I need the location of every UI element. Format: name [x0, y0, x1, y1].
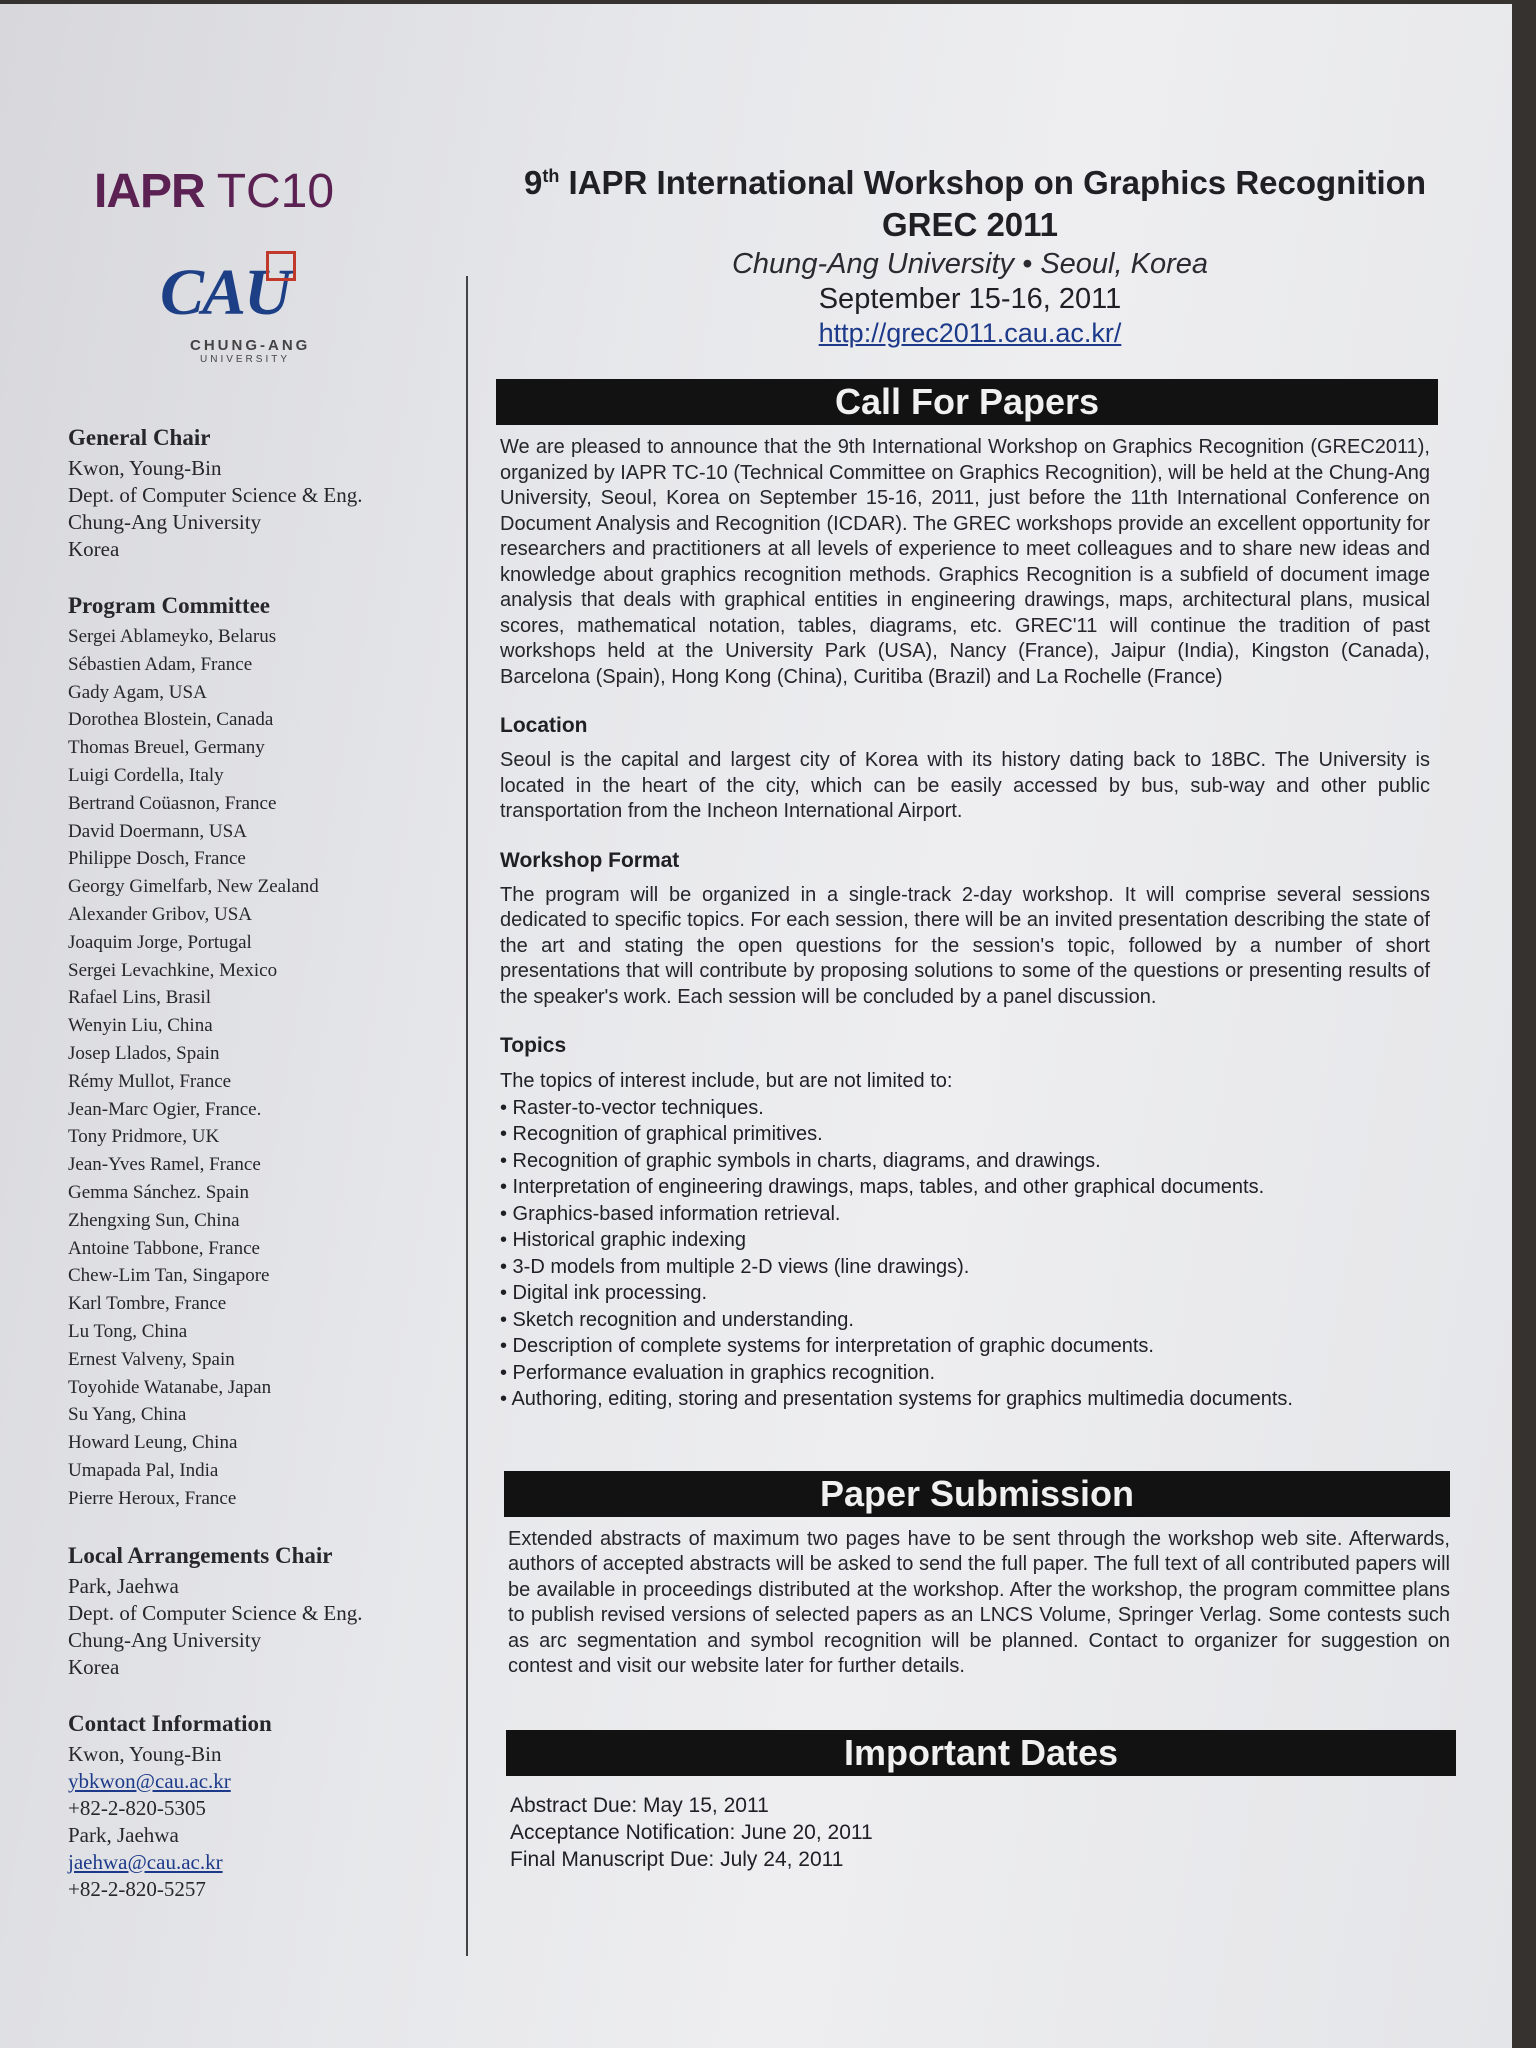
workshop-acronym: GREC 2011	[881, 206, 1059, 243]
committee-member: Su Yang, China	[68, 1404, 187, 1426]
abstract-due: Abstract Due: May 15, 2011	[510, 1793, 769, 1817]
topic-item: • Historical graphic indexing	[500, 1229, 747, 1251]
cau-sub: UNIVERSITY	[200, 354, 291, 365]
important-dates-banner: Important Dates	[506, 1730, 1456, 1776]
program-committee-heading: Program Committee	[68, 593, 271, 618]
title-block	[470, 164, 1470, 349]
topics-list	[500, 1068, 1430, 1413]
acceptance-notification: Acceptance Notification: June 20, 2011	[510, 1820, 873, 1844]
committee-member: Howard Leung, China	[68, 1432, 238, 1454]
committee-member: Gemma Sánchez. Spain	[68, 1181, 249, 1203]
topic-item: • Performance evaluation in graphics recognition.	[500, 1361, 936, 1384]
general-chair-line: Dept. of Computer Science & Eng.	[68, 483, 363, 507]
committee-member: Antoine Tabbone, France	[68, 1237, 260, 1259]
committee-member: Josep Llados, Spain	[68, 1042, 220, 1064]
topic-item: • Interpretation of engineering drawings, maps, tables, and other graphical documents.	[500, 1176, 1265, 1198]
topic-item: • Raster-to-vector techniques.	[500, 1096, 764, 1119]
committee-member: Umapada Pal, India	[68, 1459, 219, 1481]
committee-member: Rémy Mullot, France	[68, 1070, 232, 1092]
format-paragraph: The program will be organized in a single-track 2-day workshop. It will comprise several sessions dedicated to specific topics. For each session, there will be an invited presentation describing the state of the art and stating the open questions for the session's topic, followed by a number of short presentations that will contribute by proposing solutions to some of the questions or presenting results of the speaker's work. Each session will be concluded by a panel discussion.	[500, 883, 1430, 1008]
topic-item: • Sketch recognition and understanding.	[500, 1308, 854, 1331]
committee-member: Sébastien Adam, France	[68, 653, 253, 675]
committee-member: Toyohide Watanabe, Japan	[68, 1376, 272, 1398]
flyer-page	[0, 4, 1512, 2048]
committee-member: Dorothea Blostein, Canada	[68, 709, 274, 731]
call-section	[500, 435, 1430, 1413]
committee-member: Alexander Gribov, USA	[68, 903, 252, 925]
topic-item: • Digital ink processing.	[500, 1282, 708, 1304]
topic-item: • 3-D models from multiple 2-D views (line drawings).	[500, 1255, 970, 1278]
website-link[interactable]: http://grec2011.cau.ac.kr/	[818, 318, 1122, 348]
cau-wordmark: CAU	[160, 255, 290, 331]
committee-member: Georgy Gimelfarb, New Zealand	[68, 876, 319, 898]
committee-member: Sergei Levachkine, Mexico	[68, 959, 278, 981]
committee-member: Sergei Ablameyko, Belarus	[68, 626, 277, 647]
intro-paragraph: We are pleased to announce that the 9th International Workshop on Graphics Recognition (GREC2011), organized by IAPR TC-10 (Technical Committee on Graphics Recognition), will be held at the Chung-Ang University, Seoul, Korea on September 15-16, 2011, just before the 11th International Conference on Document Analysis and Recognition (ICDAR). The GREC workshops provide an excellent opportunity for researchers and practitioners at all levels of experience to meet colleagues and to share new ideas and knowledge about graphics recognition methods. Graphics Recognition is a subfield of document image analysis that deals with graphical entities in engineering drawings, maps, architectural plans, musical scores, mathematical notation, tables, diagrams, etc. GREC'11 will continue the tradition of past workshops held at the University Park (USA), Nancy (France), Jaipur (India), Kingston (Canada), Barcelona (Spain), Hong Kong (China), Curitiba (Brazil) and La Rochelle (France)	[500, 436, 1430, 688]
dates-list	[510, 1792, 1470, 1873]
left-column	[68, 164, 448, 1903]
committee-member: Pierre Heroux, France	[68, 1487, 237, 1509]
workshop-title: 9th IAPR International Workshop on Graphics Recognition	[524, 164, 1426, 201]
final-manuscript-due: Final Manuscript Due: July 24, 2011	[510, 1847, 844, 1871]
committee-member: Luigi Cordella, Italy	[68, 764, 224, 786]
committee-member: David Doermann, USA	[68, 820, 247, 842]
contact-block	[68, 1741, 448, 1903]
right-column	[470, 164, 1470, 1873]
cau-square-icon	[266, 251, 296, 281]
topics-intro: The topics of interest include, but are not limited to:	[500, 1070, 953, 1092]
committee-member: Wenyin Liu, China	[68, 1015, 213, 1037]
committee-member: Bertrand Coüasnon, France	[68, 792, 277, 814]
format-heading: Workshop Format	[500, 848, 680, 872]
topics-heading: Topics	[500, 1034, 567, 1057]
topic-item: • Graphics-based information retrieval.	[500, 1202, 841, 1225]
committee-member: Jean-Yves Ramel, France	[68, 1154, 261, 1176]
contact-name: Kwon, Young-Bin	[68, 1741, 222, 1766]
committee-member: Tony Pridmore, UK	[68, 1126, 220, 1148]
contact-email-link[interactable]: jaehwa@cau.ac.kr	[68, 1849, 223, 1874]
committee-member: Thomas Breuel, Germany	[68, 737, 265, 759]
location-heading: Location	[500, 714, 588, 737]
submission-paragraph: Extended abstracts of maximum two pages have to be sent through the workshop web site. Afterwards, authors of accepted abstracts will be asked to send the full paper. The full text of all contributed papers will be available in proceedings distributed at the workshop. After the workshop, the program committee plans to publish revised versions of selected papers as an LNCS Volume, Springer Verlag. Some contests such as arc segmentation and symbol recognition will be planned. Contact to organizer for suggestion on contest and visit our website later for further details.	[508, 1527, 1450, 1677]
tc10-label: TC10	[216, 165, 335, 218]
program-committee-list	[68, 623, 448, 1513]
local-chair-line: Chung-Ang University	[68, 1627, 262, 1652]
local-chair-heading: Local Arrangements Chair	[68, 1542, 333, 1568]
call-for-papers-banner: Call For Papers	[496, 379, 1438, 425]
cau-logo	[160, 255, 330, 365]
committee-member: Gady Agam, USA	[68, 681, 207, 703]
topic-item: • Recognition of graphic symbols in charts, diagrams, and drawings.	[500, 1149, 1101, 1172]
local-chair-block	[68, 1573, 448, 1681]
topic-item: • Authoring, editing, storing and presentation systems for graphics multimedia documents.	[500, 1388, 1293, 1410]
contact-name: Park, Jaehwa	[68, 1822, 179, 1847]
committee-member: Ernest Valveny, Spain	[68, 1348, 235, 1370]
location-paragraph: Seoul is the capital and largest city of Korea with its history dating back to 18BC. The University is located in the heart of the city, which can be easily accessed by bus, sub-way and other public transportation from the Incheon International Airport.	[500, 749, 1430, 822]
event-dates: September 15-16, 2011	[818, 283, 1122, 315]
cau-name: CHUNG-ANG	[190, 337, 311, 354]
committee-member: Zhengxing Sun, China	[68, 1209, 240, 1231]
iapr-logo	[94, 164, 448, 219]
general-chair-line: Korea	[68, 537, 120, 561]
committee-member: Karl Tombre, France	[68, 1293, 227, 1315]
committee-member: Jean-Marc Ogier, France.	[68, 1098, 262, 1120]
column-divider	[466, 276, 468, 1956]
general-chair-block	[68, 455, 448, 563]
topic-item: • Recognition of graphical primitives.	[500, 1123, 823, 1145]
committee-member: Chew-Lim Tan, Singapore	[68, 1265, 270, 1287]
committee-member: Joaquim Jorge, Portugal	[68, 931, 252, 953]
contact-email-link[interactable]: ybkwon@cau.ac.kr	[68, 1768, 231, 1793]
local-chair-line: Korea	[68, 1654, 120, 1679]
committee-member: Lu Tong, China	[68, 1320, 188, 1342]
venue: Chung-Ang University • Seoul, Korea	[731, 248, 1208, 280]
committee-member: Rafael Lins, Brasil	[68, 987, 211, 1009]
local-chair-line: Dept. of Computer Science & Eng.	[68, 1600, 363, 1625]
general-chair-line: Kwon, Young-Bin	[68, 456, 222, 480]
general-chair-heading: General Chair	[68, 425, 211, 450]
local-chair-line: Park, Jaehwa	[68, 1573, 179, 1598]
iapr-word: IAPR	[94, 165, 205, 218]
general-chair-line: Chung-Ang University	[68, 510, 262, 534]
contact-heading: Contact Information	[68, 1710, 272, 1736]
committee-member: Philippe Dosch, France	[68, 848, 246, 870]
contact-phone: +82-2-820-5257	[68, 1876, 206, 1901]
paper-submission-banner: Paper Submission	[504, 1471, 1450, 1517]
contact-phone: +82-2-820-5305	[68, 1795, 206, 1820]
topic-item: • Description of complete systems for interpretation of graphic documents.	[500, 1335, 1154, 1357]
